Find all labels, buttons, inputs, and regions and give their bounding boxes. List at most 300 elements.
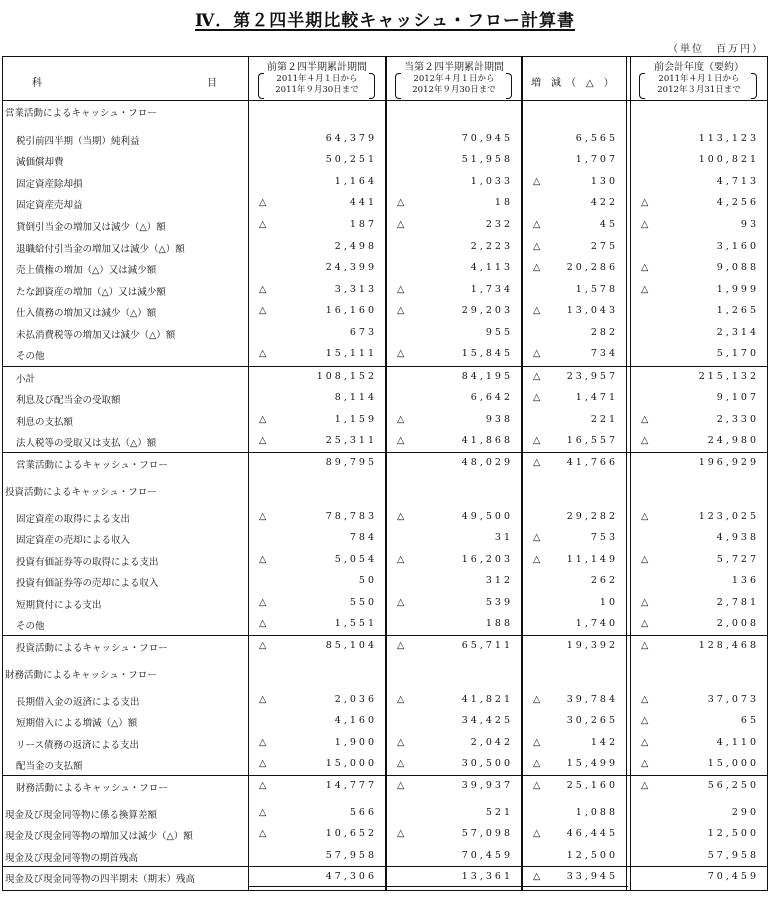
negative-marker: △ — [533, 305, 541, 316]
value-cell-1 — [249, 640, 385, 654]
value-number: 29,282 — [566, 511, 618, 522]
row-label: その他 — [16, 621, 45, 632]
value-cell-1 — [249, 414, 385, 428]
value-cell-2 — [387, 871, 521, 885]
value-cell-3 — [523, 305, 626, 319]
value-number: 50,251 — [325, 154, 377, 165]
value-number: 3,313 — [334, 284, 377, 295]
value-cell-3 — [523, 807, 626, 821]
value-cell-4 — [631, 305, 767, 319]
value-number: 2,223 — [470, 241, 513, 252]
value-cell-1 — [249, 219, 385, 233]
negative-marker: △ — [641, 758, 649, 769]
value-cell-1 — [249, 554, 385, 568]
header-subject-right: 目 — [207, 78, 217, 89]
value-cell-2 — [387, 435, 521, 449]
value-cell-3 — [523, 176, 626, 190]
value-number: 550 — [349, 597, 377, 608]
section-header-row — [2, 663, 768, 684]
negative-marker: △ — [259, 348, 267, 359]
value-cell-1 — [249, 828, 385, 842]
value-number: 221 — [590, 414, 618, 425]
table-row — [2, 754, 768, 775]
value-cell-3 — [523, 758, 626, 772]
value-number: 65 — [740, 715, 759, 726]
value-cell-2 — [387, 371, 521, 385]
value-number: 15,111 — [325, 348, 377, 359]
negative-marker: △ — [397, 219, 405, 230]
negative-marker: △ — [641, 435, 649, 446]
value-number: 57,958 — [707, 850, 759, 861]
subtotal-rule — [2, 366, 768, 367]
value-cell-1 — [249, 197, 385, 211]
value-cell-3 — [523, 371, 626, 385]
value-number: 6,642 — [470, 392, 513, 403]
row-label: その他 — [16, 351, 45, 362]
value-number: 50 — [358, 575, 377, 586]
value-cell-2 — [387, 532, 521, 546]
row-label: 小計 — [16, 374, 36, 385]
value-cell-2 — [387, 850, 521, 864]
value-cell-3 — [523, 737, 626, 751]
value-number: 282 — [590, 327, 618, 338]
header-col-prev-period — [249, 74, 385, 96]
value-cell-1 — [249, 597, 385, 611]
table-row — [2, 550, 768, 571]
value-cell-3 — [523, 133, 626, 147]
value-number: 4,713 — [716, 176, 759, 187]
negative-marker: △ — [397, 348, 405, 359]
row-label: 貸倒引当金の増加又は減少（△）額 — [16, 222, 166, 233]
table-row — [2, 803, 768, 824]
value-cell-1 — [249, 435, 385, 449]
unit-label: （単位 百万円） — [668, 44, 764, 55]
negative-marker: △ — [259, 694, 267, 705]
value-number: 1,164 — [334, 176, 377, 187]
value-cell-4 — [631, 327, 767, 341]
negative-marker: △ — [533, 457, 541, 468]
negative-marker: △ — [259, 737, 267, 748]
value-cell-2 — [387, 392, 521, 406]
value-number: 13,043 — [566, 305, 618, 316]
row-label: 固定資産の売却による収入 — [16, 535, 131, 546]
subtotal-rule — [2, 635, 768, 636]
negative-marker: △ — [259, 284, 267, 295]
table-row — [2, 776, 768, 797]
value-number: 188 — [485, 618, 513, 629]
header-col-curr-period — [387, 74, 521, 96]
value-number: 290 — [731, 807, 759, 818]
value-number: 232 — [485, 219, 513, 230]
negative-marker: △ — [397, 197, 405, 208]
value-cell-1 — [249, 241, 385, 255]
value-number: 784 — [349, 532, 377, 543]
value-number: 2,042 — [470, 737, 513, 748]
value-number: 24,980 — [707, 435, 759, 446]
value-number: 70,945 — [461, 133, 513, 144]
negative-marker: △ — [259, 219, 267, 230]
value-number: 56,250 — [707, 780, 759, 791]
value-number: 5,727 — [716, 554, 759, 565]
value-cell-2 — [387, 219, 521, 233]
value-cell-3 — [523, 597, 626, 611]
period-from: 2011年４月１日から — [658, 74, 740, 84]
table-row — [2, 193, 768, 214]
value-number: 41,868 — [461, 435, 513, 446]
value-cell-1 — [249, 511, 385, 525]
value-number: 13,361 — [461, 871, 513, 882]
value-number: 41,766 — [566, 457, 618, 468]
value-cell-1 — [249, 457, 385, 471]
value-cell-3 — [523, 828, 626, 842]
value-number: 8,114 — [334, 392, 377, 403]
value-number: 25,160 — [566, 780, 618, 791]
value-cell-4 — [631, 197, 767, 211]
row-label: 現金及び現金同等物の増加又は減少（△）額 — [5, 831, 193, 842]
value-cell-1 — [249, 758, 385, 772]
value-number: 2,498 — [334, 241, 377, 252]
value-number: 1,265 — [716, 305, 759, 316]
row-label: 利息の支払額 — [16, 417, 74, 428]
row-label: 固定資産の取得による支出 — [16, 514, 131, 525]
value-number: 57,098 — [461, 828, 513, 839]
negative-marker: △ — [641, 554, 649, 565]
value-number: 1,033 — [470, 176, 513, 187]
negative-marker: △ — [641, 262, 649, 273]
value-number: 51,958 — [461, 154, 513, 165]
value-cell-2 — [387, 154, 521, 168]
negative-marker: △ — [533, 262, 541, 273]
negative-marker: △ — [533, 435, 541, 446]
negative-marker: △ — [641, 640, 649, 651]
value-number: 1,159 — [334, 414, 377, 425]
row-label: 法人税等の受取又は支払（△）額 — [16, 438, 157, 449]
value-number: 521 — [485, 807, 513, 818]
value-cell-2 — [387, 197, 521, 211]
value-number: 4,938 — [716, 532, 759, 543]
negative-marker: △ — [259, 554, 267, 565]
negative-marker: △ — [533, 694, 541, 705]
value-cell-2 — [387, 511, 521, 525]
table-row — [2, 237, 768, 258]
value-number: 12,500 — [707, 828, 759, 839]
row-label: 売上債権の増加（△）又は減少額 — [16, 265, 157, 276]
value-number: 16,557 — [566, 435, 618, 446]
negative-marker: △ — [259, 618, 267, 629]
value-number: 15,499 — [566, 758, 618, 769]
value-cell-3 — [523, 262, 626, 276]
negative-marker: △ — [533, 176, 541, 187]
value-cell-4 — [631, 737, 767, 751]
negative-marker: △ — [533, 737, 541, 748]
value-cell-1 — [249, 262, 385, 276]
value-cell-1 — [249, 618, 385, 632]
negative-marker: △ — [641, 694, 649, 705]
value-number: 37,073 — [707, 694, 759, 705]
value-cell-4 — [631, 715, 767, 729]
table-row — [2, 323, 768, 344]
row-label: 投資有価証券等の取得による支出 — [16, 557, 159, 568]
value-cell-4 — [631, 371, 767, 385]
value-number: 938 — [485, 414, 513, 425]
value-cell-4 — [631, 284, 767, 298]
row-label: 営業活動によるキャッシュ・フロー — [5, 108, 157, 119]
negative-marker: △ — [259, 197, 267, 208]
value-number: 4,160 — [334, 715, 377, 726]
negative-marker: △ — [533, 554, 541, 565]
row-label: 利息及び配当金の受取額 — [16, 395, 121, 406]
value-number: 31 — [494, 532, 513, 543]
value-cell-2 — [387, 457, 521, 471]
value-cell-2 — [387, 640, 521, 654]
value-number: 123,025 — [698, 511, 759, 522]
value-cell-4 — [631, 262, 767, 276]
row-label: 未払消費税等の増加又は減少（△）額 — [16, 330, 176, 341]
value-number: 11,149 — [566, 554, 618, 565]
value-number: 6,565 — [575, 133, 618, 144]
value-cell-3 — [523, 618, 626, 632]
row-label: 投資活動によるキャッシュ・フロー — [16, 643, 168, 654]
row-label: 現金及び現金同等物の四半期末（期末）残高 — [5, 874, 196, 885]
negative-marker: △ — [533, 780, 541, 791]
table-row — [2, 388, 768, 409]
value-cell-1 — [249, 807, 385, 821]
value-cell-2 — [387, 575, 521, 589]
value-cell-1 — [249, 284, 385, 298]
negative-marker: △ — [641, 780, 649, 791]
value-number: 19,392 — [566, 640, 618, 651]
negative-marker: △ — [397, 780, 405, 791]
value-cell-4 — [631, 554, 767, 568]
subtotal-rule — [2, 452, 768, 453]
table-row — [2, 431, 768, 452]
negative-marker: △ — [641, 715, 649, 726]
value-cell-3 — [523, 715, 626, 729]
value-number: 2,330 — [716, 414, 759, 425]
value-cell-4 — [631, 154, 767, 168]
value-number: 2,781 — [716, 597, 759, 608]
value-number: 14,777 — [325, 780, 377, 791]
value-number: 9,107 — [716, 392, 759, 403]
negative-marker: △ — [397, 640, 405, 651]
value-cell-4 — [631, 694, 767, 708]
value-cell-4 — [631, 414, 767, 428]
value-number: 9,088 — [716, 262, 759, 273]
value-cell-2 — [387, 414, 521, 428]
value-cell-3 — [523, 197, 626, 211]
value-number: 48,029 — [461, 457, 513, 468]
table-row — [2, 258, 768, 279]
value-number: 753 — [590, 532, 618, 543]
value-cell-1 — [249, 715, 385, 729]
negative-marker: △ — [533, 758, 541, 769]
value-number: 84,195 — [461, 371, 513, 382]
value-cell-2 — [387, 305, 521, 319]
value-cell-2 — [387, 262, 521, 276]
value-cell-3 — [523, 871, 626, 885]
cash-flow-table — [2, 56, 768, 896]
value-cell-1 — [249, 575, 385, 589]
value-cell-1 — [249, 348, 385, 362]
page-title — [0, 6, 770, 31]
header-col-prev: 前第２四半期累計期間 — [267, 62, 367, 73]
value-number: 34,425 — [461, 715, 513, 726]
negative-marker: △ — [397, 414, 405, 425]
value-number: 16,203 — [461, 554, 513, 565]
value-number: 262 — [590, 575, 618, 586]
value-number: 57,958 — [325, 850, 377, 861]
value-cell-3 — [523, 457, 626, 471]
value-number: 1,471 — [575, 392, 618, 403]
value-cell-3 — [523, 219, 626, 233]
value-cell-3 — [523, 780, 626, 794]
row-label: 投資活動によるキャッシュ・フロー — [5, 487, 157, 498]
value-number: 1,551 — [334, 618, 377, 629]
value-cell-4 — [631, 575, 767, 589]
value-cell-1 — [249, 176, 385, 190]
value-number: 4,113 — [470, 262, 513, 273]
value-number: 3,160 — [716, 241, 759, 252]
value-number: 1,740 — [575, 618, 618, 629]
negative-marker: △ — [533, 371, 541, 382]
value-cell-4 — [631, 618, 767, 632]
value-cell-2 — [387, 327, 521, 341]
value-number: 312 — [485, 575, 513, 586]
value-cell-2 — [387, 780, 521, 794]
negative-marker: △ — [641, 219, 649, 230]
negative-marker: △ — [397, 597, 405, 608]
negative-marker: △ — [533, 871, 541, 882]
row-label: 営業活動によるキャッシュ・フロー — [16, 460, 168, 471]
value-cell-3 — [523, 241, 626, 255]
table-row — [2, 733, 768, 754]
value-cell-4 — [631, 532, 767, 546]
value-cell-2 — [387, 807, 521, 821]
value-cell-2 — [387, 597, 521, 611]
value-number: 70,459 — [707, 871, 759, 882]
negative-marker: △ — [641, 414, 649, 425]
negative-marker: △ — [397, 305, 405, 316]
value-number: 78,783 — [325, 511, 377, 522]
value-number: 734 — [590, 348, 618, 359]
table-row — [2, 528, 768, 549]
value-number: 10,652 — [325, 828, 377, 839]
negative-marker: △ — [397, 435, 405, 446]
value-number: 215,132 — [698, 371, 759, 382]
value-cell-3 — [523, 414, 626, 428]
negative-marker: △ — [397, 758, 405, 769]
value-number: 100,821 — [698, 154, 759, 165]
value-cell-3 — [523, 850, 626, 864]
value-cell-1 — [249, 780, 385, 794]
negative-marker: △ — [641, 618, 649, 629]
value-number: 136 — [731, 575, 759, 586]
value-cell-1 — [249, 154, 385, 168]
value-number: 20,286 — [566, 262, 618, 273]
table-row — [2, 410, 768, 431]
value-cell-4 — [631, 871, 767, 885]
value-cell-4 — [631, 435, 767, 449]
negative-marker: △ — [533, 392, 541, 403]
value-cell-1 — [249, 532, 385, 546]
value-number: 5,170 — [716, 348, 759, 359]
value-number: 15,000 — [325, 758, 377, 769]
value-cell-4 — [631, 219, 767, 233]
value-number: 23,957 — [566, 371, 618, 382]
table-row — [2, 344, 768, 365]
value-cell-3 — [523, 435, 626, 449]
value-number: 275 — [590, 241, 618, 252]
table-row — [2, 824, 768, 845]
negative-marker: △ — [259, 807, 267, 818]
value-cell-1 — [249, 850, 385, 864]
negative-marker: △ — [259, 640, 267, 651]
value-number: 47,306 — [325, 871, 377, 882]
value-number: 1,734 — [470, 284, 513, 295]
value-cell-1 — [249, 133, 385, 147]
header-col-change: 増 減 （ △ ） — [531, 78, 614, 89]
value-number: 2,008 — [716, 618, 759, 629]
value-cell-4 — [631, 807, 767, 821]
value-number: 10 — [599, 597, 618, 608]
value-number: 1,578 — [575, 284, 618, 295]
subtotal-rule — [2, 866, 768, 867]
row-label: 現金及び現金同等物の期首残高 — [5, 853, 139, 864]
value-number: 5,054 — [334, 554, 377, 565]
value-number: 24,399 — [325, 262, 377, 273]
row-label: 財務活動によるキャッシュ・フロー — [16, 783, 168, 794]
value-number: 15,000 — [707, 758, 759, 769]
value-cell-1 — [249, 871, 385, 885]
value-cell-3 — [523, 575, 626, 589]
row-label: 投資有価証券等の売却による収入 — [16, 578, 159, 589]
table-row — [2, 636, 768, 657]
header-col-fy: 前会計年度（要約） — [654, 62, 744, 73]
value-number: 1,900 — [334, 737, 377, 748]
row-label: 現金及び現金同等物に係る換算差額 — [5, 810, 158, 821]
table-row — [2, 150, 768, 171]
period-from: 2012年４月１日から — [413, 74, 495, 84]
value-number: 142 — [590, 737, 618, 748]
table-row — [2, 593, 768, 614]
value-cell-3 — [523, 532, 626, 546]
row-label: 固定資産売却益 — [16, 200, 83, 211]
value-number: 15,845 — [461, 348, 513, 359]
value-number: 93 — [740, 219, 759, 230]
row-label: 財務活動によるキャッシュ・フロー — [5, 670, 157, 681]
table-row — [2, 867, 768, 888]
table-row — [2, 846, 768, 867]
value-number: 39,937 — [461, 780, 513, 791]
value-cell-4 — [631, 780, 767, 794]
value-number: 113,123 — [698, 133, 759, 144]
value-cell-3 — [523, 392, 626, 406]
value-number: 45 — [599, 219, 618, 230]
section-header-row — [2, 480, 768, 501]
value-number: 1,088 — [575, 807, 618, 818]
value-cell-1 — [249, 392, 385, 406]
value-cell-4 — [631, 457, 767, 471]
value-cell-2 — [387, 828, 521, 842]
value-cell-4 — [631, 348, 767, 362]
negative-marker: △ — [641, 511, 649, 522]
negative-marker: △ — [397, 828, 405, 839]
value-cell-3 — [523, 154, 626, 168]
table-row — [2, 614, 768, 635]
negative-marker: △ — [259, 758, 267, 769]
value-cell-2 — [387, 133, 521, 147]
value-cell-3 — [523, 640, 626, 654]
